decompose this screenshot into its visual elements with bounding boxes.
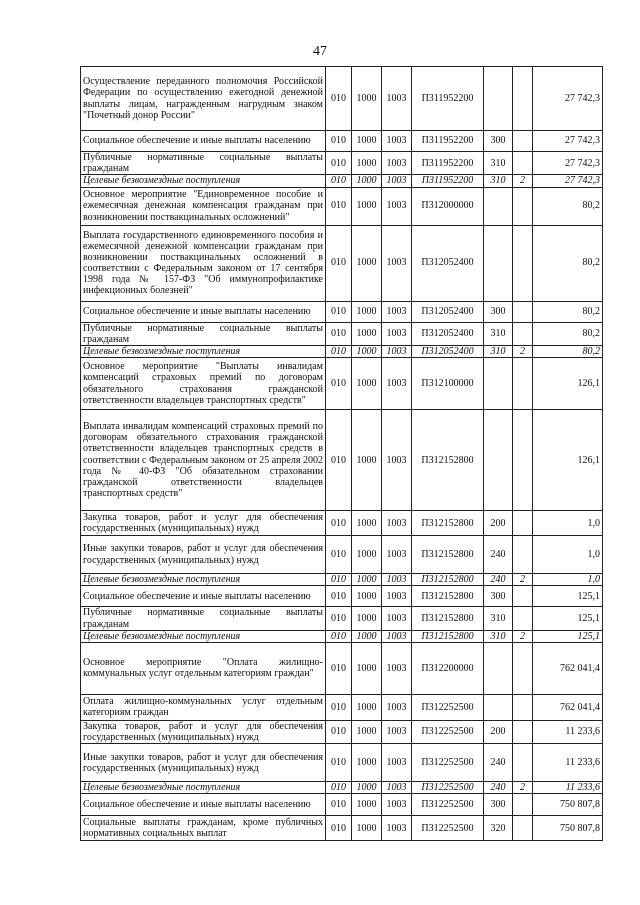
subsection-code: 1003: [382, 225, 412, 301]
expense-kind-code: 310: [484, 175, 513, 187]
row-description: Иные закупки товаров, работ и услуг для обеспечения государственных (муниципальных) нужд: [81, 536, 326, 574]
target-article-code: П312152800: [412, 574, 484, 586]
amount: 762 041,4: [533, 694, 603, 720]
subsection-code: 1003: [382, 410, 412, 511]
row-description: Закупка товаров, работ и услуг для обеспечения государственных (муниципальных) нужд: [81, 720, 326, 743]
subsection-code: 1003: [382, 630, 412, 642]
expense-kind-code: 310: [484, 630, 513, 642]
source-code: [513, 410, 533, 511]
row-description: Выплата инвалидам компенсаций страховых премий по договорам обязательного страхования гражданской ответственности владельцев транспортных средств в соответствии с Федеральным законом от 25 апреля 2002 года № 40-ФЗ "Об обязательном страховании гражданской ответственности владельцев транспортных средств": [81, 410, 326, 511]
source-code: [513, 816, 533, 841]
amount: 1,0: [533, 574, 603, 586]
section-code: 1000: [352, 744, 382, 782]
source-code: 2: [513, 630, 533, 642]
expense-kind-code: [484, 694, 513, 720]
expense-kind-code: 300: [484, 301, 513, 322]
source-code: [513, 187, 533, 225]
expense-kind-code: 310: [484, 322, 513, 345]
target-article-code: П312252500: [412, 782, 484, 794]
section-code: 1000: [352, 511, 382, 536]
section-code: 1000: [352, 410, 382, 511]
ministry-code: 010: [326, 782, 352, 794]
expense-kind-code: 240: [484, 744, 513, 782]
row-description: Основное мероприятие "Оплата жилищно-коммунальных услуг отдельным категориям граждан": [81, 642, 326, 694]
expense-kind-code: [484, 67, 513, 131]
expense-kind-code: 310: [484, 607, 513, 630]
table-row: [81, 511, 603, 536]
table-row: [81, 630, 603, 642]
section-code: 1000: [352, 794, 382, 816]
target-article-code: П312252500: [412, 694, 484, 720]
expense-kind-code: [484, 410, 513, 511]
subsection-code: 1003: [382, 694, 412, 720]
table-row: [81, 67, 603, 131]
subsection-code: 1003: [382, 744, 412, 782]
ministry-code: 010: [326, 410, 352, 511]
source-code: [513, 720, 533, 743]
amount: 27 742,3: [533, 152, 603, 175]
target-article-code: П312200000: [412, 642, 484, 694]
subsection-code: 1003: [382, 574, 412, 586]
source-code: [513, 67, 533, 131]
row-description: Социальное обеспечение и иные выплаты населению: [81, 794, 326, 816]
expense-kind-code: [484, 225, 513, 301]
ministry-code: 010: [326, 131, 352, 152]
table-row: [81, 694, 603, 720]
section-code: 1000: [352, 175, 382, 187]
table-row: [81, 720, 603, 743]
row-description: Выплата государственного единовременного пособия и ежемесячной денежной компенсации гражданам при возникновении поствакцинальных осложнений в соответствии с Федеральным законом от 17 сентября 1998 года № 157-ФЗ "Об иммунопрофилактике инфекционных болезней": [81, 225, 326, 301]
source-code: [513, 694, 533, 720]
table-row: [81, 536, 603, 574]
amount: 125,1: [533, 586, 603, 607]
table-row: [81, 345, 603, 357]
expense-kind-code: 320: [484, 816, 513, 841]
row-description: Социальные выплаты гражданам, кроме публичных нормативных социальных выплат: [81, 816, 326, 841]
table-row: [81, 225, 603, 301]
source-code: [513, 794, 533, 816]
row-description: Целевые безвозмездные поступления: [81, 630, 326, 642]
subsection-code: 1003: [382, 511, 412, 536]
row-description: Иные закупки товаров, работ и услуг для обеспечения государственных (муниципальных) нужд: [81, 744, 326, 782]
table-row: [81, 607, 603, 630]
page-number: 47: [313, 44, 327, 59]
table-row: [81, 642, 603, 694]
row-description: Публичные нормативные социальные выплаты гражданам: [81, 322, 326, 345]
table-row: [81, 358, 603, 410]
subsection-code: 1003: [382, 187, 412, 225]
amount: 27 742,3: [533, 131, 603, 152]
budget-table-body: [81, 67, 603, 841]
expense-kind-code: [484, 187, 513, 225]
row-description: Публичные нормативные социальные выплаты гражданам: [81, 152, 326, 175]
source-code: [513, 131, 533, 152]
table-row: [81, 131, 603, 152]
expense-kind-code: 300: [484, 794, 513, 816]
row-description: Закупка товаров, работ и услуг для обеспечения государственных (муниципальных) нужд: [81, 511, 326, 536]
table-row: [81, 175, 603, 187]
expense-kind-code: [484, 642, 513, 694]
amount: 11 233,6: [533, 744, 603, 782]
table-row: [81, 782, 603, 794]
amount: 126,1: [533, 358, 603, 410]
target-article-code: П312152800: [412, 511, 484, 536]
table-row: [81, 574, 603, 586]
section-code: 1000: [352, 322, 382, 345]
section-code: 1000: [352, 67, 382, 131]
ministry-code: 010: [326, 642, 352, 694]
source-code: 2: [513, 175, 533, 187]
section-code: 1000: [352, 816, 382, 841]
table-row: [81, 794, 603, 816]
target-article-code: П312152800: [412, 536, 484, 574]
amount: 11 233,6: [533, 720, 603, 743]
subsection-code: 1003: [382, 720, 412, 743]
table-row: [81, 586, 603, 607]
subsection-code: 1003: [382, 67, 412, 131]
target-article-code: П311952200: [412, 131, 484, 152]
section-code: 1000: [352, 187, 382, 225]
amount: 1,0: [533, 511, 603, 536]
row-description: Целевые безвозмездные поступления: [81, 345, 326, 357]
table-row: [81, 152, 603, 175]
ministry-code: 010: [326, 322, 352, 345]
section-code: 1000: [352, 642, 382, 694]
expense-kind-code: 310: [484, 345, 513, 357]
amount: 11 233,6: [533, 782, 603, 794]
source-code: [513, 744, 533, 782]
target-article-code: П312052400: [412, 322, 484, 345]
section-code: 1000: [352, 586, 382, 607]
ministry-code: 010: [326, 794, 352, 816]
row-description: Основное мероприятие "Единовременное пособие и ежемесячная денежная компенсация гражданам при возникновении поствакцинальных осложнений": [81, 187, 326, 225]
target-article-code: П311952200: [412, 175, 484, 187]
ministry-code: 010: [326, 536, 352, 574]
subsection-code: 1003: [382, 586, 412, 607]
ministry-code: 010: [326, 358, 352, 410]
table-row: [81, 187, 603, 225]
section-code: 1000: [352, 694, 382, 720]
subsection-code: 1003: [382, 152, 412, 175]
row-description: Оплата жилищно-коммунальных услуг отдельным категориям граждан: [81, 694, 326, 720]
target-article-code: П312252500: [412, 794, 484, 816]
target-article-code: П312252500: [412, 744, 484, 782]
amount: 80,2: [533, 322, 603, 345]
table-row: [81, 816, 603, 841]
ministry-code: 010: [326, 744, 352, 782]
section-code: 1000: [352, 301, 382, 322]
amount: 80,2: [533, 225, 603, 301]
amount: 750 807,8: [533, 794, 603, 816]
amount: 80,2: [533, 301, 603, 322]
section-code: 1000: [352, 358, 382, 410]
target-article-code: П311952200: [412, 152, 484, 175]
source-code: [513, 322, 533, 345]
ministry-code: 010: [326, 720, 352, 743]
subsection-code: 1003: [382, 642, 412, 694]
subsection-code: 1003: [382, 358, 412, 410]
target-article-code: П312100000: [412, 358, 484, 410]
source-code: 2: [513, 574, 533, 586]
subsection-code: 1003: [382, 782, 412, 794]
amount: 27 742,3: [533, 175, 603, 187]
ministry-code: 010: [326, 574, 352, 586]
subsection-code: 1003: [382, 131, 412, 152]
section-code: 1000: [352, 720, 382, 743]
target-article-code: П312152800: [412, 586, 484, 607]
source-code: [513, 607, 533, 630]
ministry-code: 010: [326, 511, 352, 536]
ministry-code: 010: [326, 187, 352, 225]
source-code: [513, 152, 533, 175]
subsection-code: 1003: [382, 794, 412, 816]
section-code: 1000: [352, 574, 382, 586]
amount: 750 807,8: [533, 816, 603, 841]
ministry-code: 010: [326, 630, 352, 642]
source-code: 2: [513, 782, 533, 794]
subsection-code: 1003: [382, 607, 412, 630]
table-row: [81, 410, 603, 511]
source-code: [513, 358, 533, 410]
row-description: Целевые безвозмездные поступления: [81, 175, 326, 187]
subsection-code: 1003: [382, 322, 412, 345]
budget-table: [80, 66, 603, 841]
amount: 80,2: [533, 187, 603, 225]
table-row: [81, 301, 603, 322]
amount: 125,1: [533, 630, 603, 642]
target-article-code: П312052400: [412, 301, 484, 322]
subsection-code: 1003: [382, 345, 412, 357]
ministry-code: 010: [326, 694, 352, 720]
amount: 125,1: [533, 607, 603, 630]
table-row: [81, 744, 603, 782]
expense-kind-code: 200: [484, 511, 513, 536]
expense-kind-code: 200: [484, 720, 513, 743]
section-code: 1000: [352, 131, 382, 152]
source-code: 2: [513, 345, 533, 357]
subsection-code: 1003: [382, 301, 412, 322]
ministry-code: 010: [326, 225, 352, 301]
row-description: Осуществление переданного полномочия Российской Федерации по осуществлению ежегодной денежной выплаты лицам, награжденным нагрудным знаком "Почетный донор России": [81, 67, 326, 131]
subsection-code: 1003: [382, 816, 412, 841]
ministry-code: 010: [326, 345, 352, 357]
row-description: Публичные нормативные социальные выплаты гражданам: [81, 607, 326, 630]
ministry-code: 010: [326, 152, 352, 175]
expense-kind-code: 300: [484, 131, 513, 152]
target-article-code: П312052400: [412, 225, 484, 301]
target-article-code: П311952200: [412, 67, 484, 131]
row-description: Социальное обеспечение и иные выплаты населению: [81, 586, 326, 607]
table-row: [81, 322, 603, 345]
section-code: 1000: [352, 225, 382, 301]
row-description: Целевые безвозмездные поступления: [81, 782, 326, 794]
target-article-code: П312152800: [412, 630, 484, 642]
expense-kind-code: 240: [484, 782, 513, 794]
subsection-code: 1003: [382, 175, 412, 187]
amount: 126,1: [533, 410, 603, 511]
ministry-code: 010: [326, 175, 352, 187]
expense-kind-code: [484, 358, 513, 410]
target-article-code: П312052400: [412, 345, 484, 357]
expense-kind-code: 300: [484, 586, 513, 607]
source-code: [513, 586, 533, 607]
ministry-code: 010: [326, 301, 352, 322]
expense-kind-code: 240: [484, 536, 513, 574]
section-code: 1000: [352, 152, 382, 175]
amount: 1,0: [533, 536, 603, 574]
ministry-code: 010: [326, 816, 352, 841]
source-code: [513, 642, 533, 694]
target-article-code: П312252500: [412, 816, 484, 841]
section-code: 1000: [352, 630, 382, 642]
ministry-code: 010: [326, 607, 352, 630]
row-description: Основное мероприятие "Выплаты инвалидам компенсаций страховых премий по договорам обязательного страхования гражданской ответственности владельцев транспортных средств": [81, 358, 326, 410]
source-code: [513, 536, 533, 574]
row-description: Целевые безвозмездные поступления: [81, 574, 326, 586]
source-code: [513, 301, 533, 322]
target-article-code: П312000000: [412, 187, 484, 225]
expense-kind-code: 240: [484, 574, 513, 586]
expense-kind-code: 310: [484, 152, 513, 175]
target-article-code: П312152800: [412, 607, 484, 630]
ministry-code: 010: [326, 586, 352, 607]
source-code: [513, 225, 533, 301]
row-description: Социальное обеспечение и иные выплаты населению: [81, 301, 326, 322]
section-code: 1000: [352, 607, 382, 630]
ministry-code: 010: [326, 67, 352, 131]
amount: 762 041,4: [533, 642, 603, 694]
target-article-code: П312252500: [412, 720, 484, 743]
source-code: [513, 511, 533, 536]
section-code: 1000: [352, 782, 382, 794]
section-code: 1000: [352, 345, 382, 357]
section-code: 1000: [352, 536, 382, 574]
subsection-code: 1003: [382, 536, 412, 574]
amount: 80,2: [533, 345, 603, 357]
target-article-code: П312152800: [412, 410, 484, 511]
row-description: Социальное обеспечение и иные выплаты населению: [81, 131, 326, 152]
amount: 27 742,3: [533, 67, 603, 131]
